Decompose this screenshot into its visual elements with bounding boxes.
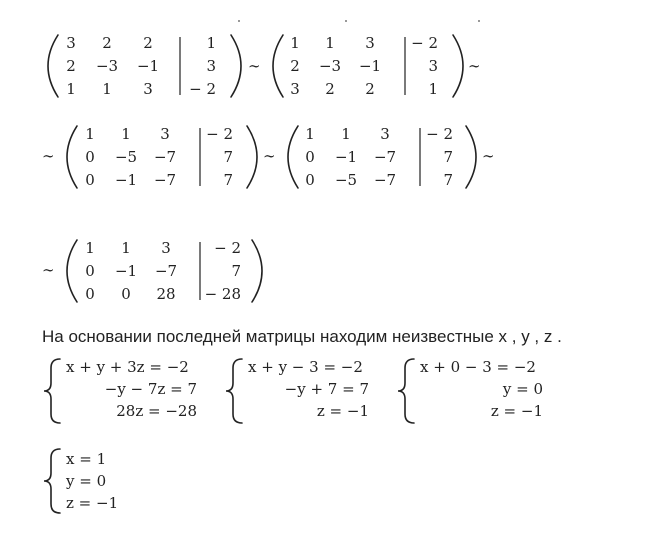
- matrix-cell: 0: [85, 285, 95, 303]
- equivalence-symbol: ∼: [468, 57, 481, 75]
- matrix-cell: −7: [154, 262, 178, 280]
- matrix-cell: 1: [341, 125, 351, 143]
- left-paren: [67, 126, 77, 188]
- left-brace: [226, 359, 242, 423]
- matrix-3: [67, 125, 257, 189]
- matrix-cell: −7: [153, 171, 177, 189]
- matrix-cell: 2: [102, 34, 112, 52]
- system-3: [398, 358, 543, 423]
- equation-line: z = −1: [66, 494, 119, 512]
- equation-line: y = 0: [66, 472, 107, 490]
- matrix-cell: 0: [305, 171, 315, 189]
- matrix-cell: −1: [114, 262, 138, 280]
- matrix-cell: 7: [223, 171, 233, 189]
- matrix-cell: 2: [325, 80, 335, 98]
- matrix-cell: −1: [358, 57, 382, 75]
- matrix-cell: 1: [325, 34, 335, 52]
- equation-line: z = −1: [316, 402, 369, 420]
- matrix-cell: −7: [373, 148, 397, 166]
- equation-line: y = 0: [502, 380, 543, 398]
- left-brace: [44, 359, 60, 423]
- matrix-cell: − 2: [411, 34, 438, 52]
- system-1: [44, 358, 197, 423]
- matrix-1: [48, 34, 241, 98]
- matrix-cell: 3: [206, 57, 216, 75]
- equivalence-symbol: ∼: [263, 147, 276, 165]
- system-2: [226, 358, 369, 423]
- matrix-cell: 3: [428, 57, 438, 75]
- equivalence-symbol: ∼: [42, 147, 55, 165]
- left-brace: [44, 449, 60, 513]
- equation-line: x + y − 3 = −2: [248, 358, 363, 376]
- equivalence-symbol: ∼: [42, 261, 55, 279]
- matrix-2: [273, 34, 463, 98]
- matrix-cell: 1: [290, 34, 300, 52]
- matrix-5: [67, 239, 262, 303]
- equation-line: x + y + 3z = −2: [66, 358, 189, 376]
- matrix-cell: −1: [114, 171, 138, 189]
- matrix-cell: −3: [95, 57, 119, 75]
- matrix-cell: 1: [121, 125, 131, 143]
- matrix-cell: 0: [85, 262, 95, 280]
- matrix-cell: 1: [428, 80, 438, 98]
- matrix-cell: 2: [290, 57, 300, 75]
- matrix-cell: − 2: [214, 239, 241, 257]
- equation-line: x = 1: [66, 450, 107, 468]
- matrix-cell: 1: [102, 80, 112, 98]
- matrix-cell: 0: [305, 148, 315, 166]
- matrix-cell: 1: [85, 125, 95, 143]
- matrix-cell: 0: [85, 148, 95, 166]
- matrix-cell: 2: [365, 80, 375, 98]
- matrix-cell: −5: [334, 171, 358, 189]
- matrix-cell: 7: [231, 262, 241, 280]
- right-paren: [247, 126, 257, 188]
- matrix-cell: 3: [380, 125, 390, 143]
- right-paren: [252, 240, 262, 302]
- matrix-cell: − 2: [189, 80, 216, 98]
- matrix-cell: 1: [85, 239, 95, 257]
- explanation-sentence: На основании последней матрицы находим неизвестные x , y , z .: [42, 327, 562, 346]
- equation-line: −y + 7 = 7: [284, 380, 369, 398]
- matrix-cell: 3: [290, 80, 300, 98]
- matrix-cell: −7: [153, 148, 177, 166]
- matrix-cell: 7: [223, 148, 233, 166]
- matrix-cell: 28: [156, 285, 176, 303]
- matrix-cell: 1: [305, 125, 315, 143]
- left-paren: [288, 126, 298, 188]
- matrix-cell: 3: [365, 34, 375, 52]
- matrix-cell: 2: [143, 34, 153, 52]
- matrix-4: [288, 125, 476, 189]
- matrix-cell: −5: [114, 148, 138, 166]
- matrix-cell: 3: [161, 239, 171, 257]
- matrix-cell: 3: [160, 125, 170, 143]
- right-paren: [466, 126, 476, 188]
- right-paren: [453, 35, 463, 97]
- equation-line: z = −1: [490, 402, 543, 420]
- left-paren: [273, 35, 283, 97]
- equivalence-symbol: ∼: [482, 147, 495, 165]
- matrix-cell: 1: [121, 239, 131, 257]
- matrix-cell: −7: [373, 171, 397, 189]
- right-paren: [231, 35, 241, 97]
- matrix-cell: 1: [66, 80, 76, 98]
- left-paren: [48, 35, 58, 97]
- equation-line: −y − 7z = 7: [104, 380, 197, 398]
- matrix-cell: 0: [85, 171, 95, 189]
- left-paren: [67, 240, 77, 302]
- matrix-cell: −3: [318, 57, 342, 75]
- matrix-cell: 7: [443, 148, 453, 166]
- system-4-solution: [44, 449, 118, 513]
- matrix-cell: 2: [66, 57, 76, 75]
- matrix-cell: − 28: [204, 285, 241, 303]
- matrix-cell: 3: [66, 34, 76, 52]
- matrix-cell: 1: [206, 34, 216, 52]
- matrix-cell: 3: [143, 80, 153, 98]
- left-brace: [398, 359, 414, 423]
- equation-line: 28z = −28: [116, 402, 197, 420]
- matrix-cell: − 2: [426, 125, 453, 143]
- matrix-cell: 7: [443, 171, 453, 189]
- matrix-cell: −1: [136, 57, 160, 75]
- matrix-cell: − 2: [206, 125, 233, 143]
- matrix-cell: −1: [334, 148, 358, 166]
- equation-line: x + 0 − 3 = −2: [420, 358, 536, 376]
- equivalence-symbol: ∼: [248, 57, 261, 75]
- matrix-cell: 0: [121, 285, 131, 303]
